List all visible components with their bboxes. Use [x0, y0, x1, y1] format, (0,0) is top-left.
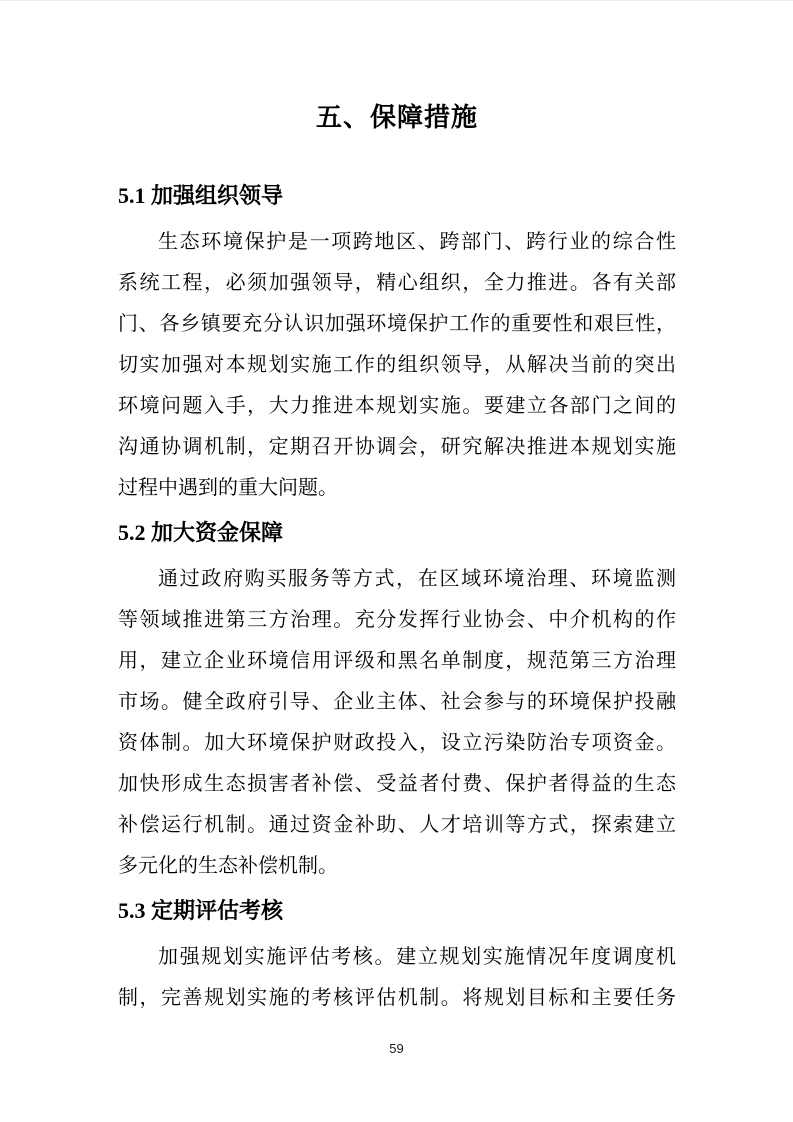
text-line: 系统工程，必须加强领导，精心组织，全力推进。各有关部 — [118, 272, 676, 294]
section-heading-5-1: 5.1 加强组织领导 — [118, 183, 284, 208]
text-line: 生态环境保护是一项跨地区、跨部门、跨行业的综合性 — [158, 231, 676, 253]
paragraph-5-2 — [118, 559, 676, 887]
text-line: 市场。健全政府引导、企业主体、社会参与的环境保护投融 — [118, 691, 676, 713]
text-line: 沟通协调机制，定期召开协调会，研究解决推进本规划实施 — [118, 436, 676, 458]
section-5-2 — [118, 519, 676, 887]
paragraph-5-3 — [118, 937, 676, 1019]
section-heading-5-2: 5.2 加大资金保障 — [118, 520, 284, 545]
page-body — [118, 1, 676, 1019]
section-5-1 — [118, 182, 676, 509]
text-line: 补偿运行机制。通过资金补助、人才培训等方式，探索建立 — [118, 814, 676, 836]
text-line: 多元化的生态补偿机制。 — [118, 855, 338, 877]
text-line: 资体制。加大环境保护财政投入，设立污染防治专项资金。 — [118, 732, 676, 754]
section-heading-5-3: 5.3 定期评估考核 — [118, 898, 284, 923]
text-line: 加快形成生态损害者补偿、受益者付费、保护者得益的生态 — [118, 773, 676, 795]
section-5-3 — [118, 897, 676, 1019]
chapter-title: 五、保障措施 — [315, 103, 478, 132]
text-line: 门、各乡镇要充分认识加强环境保护工作的重要性和艰巨性， — [118, 313, 676, 335]
text-line: 切实加强对本规划实施工作的组织领导，从解决当前的突出 — [118, 354, 676, 376]
text-line: 环境问题入手，大力推进本规划实施。要建立各部门之间的 — [118, 395, 676, 417]
text-line: 等领域推进第三方治理。充分发挥行业协会、中介机构的作 — [118, 609, 676, 631]
page-number: 59 — [389, 1041, 404, 1056]
text-line: 过程中遇到的重大问题。 — [118, 477, 338, 499]
text-line: 加强规划实施评估考核。建立规划实施情况年度调度机 — [158, 946, 676, 968]
text-line: 制，完善规划实施的考核评估机制。将规划目标和主要任务 — [118, 987, 676, 1009]
text-line: 通过政府购买服务等方式，在区域环境治理、环境监测 — [158, 568, 676, 590]
text-line: 用，建立企业环境信用评级和黑名单制度，规范第三方治理 — [118, 650, 676, 672]
paragraph-5-1 — [118, 222, 676, 509]
